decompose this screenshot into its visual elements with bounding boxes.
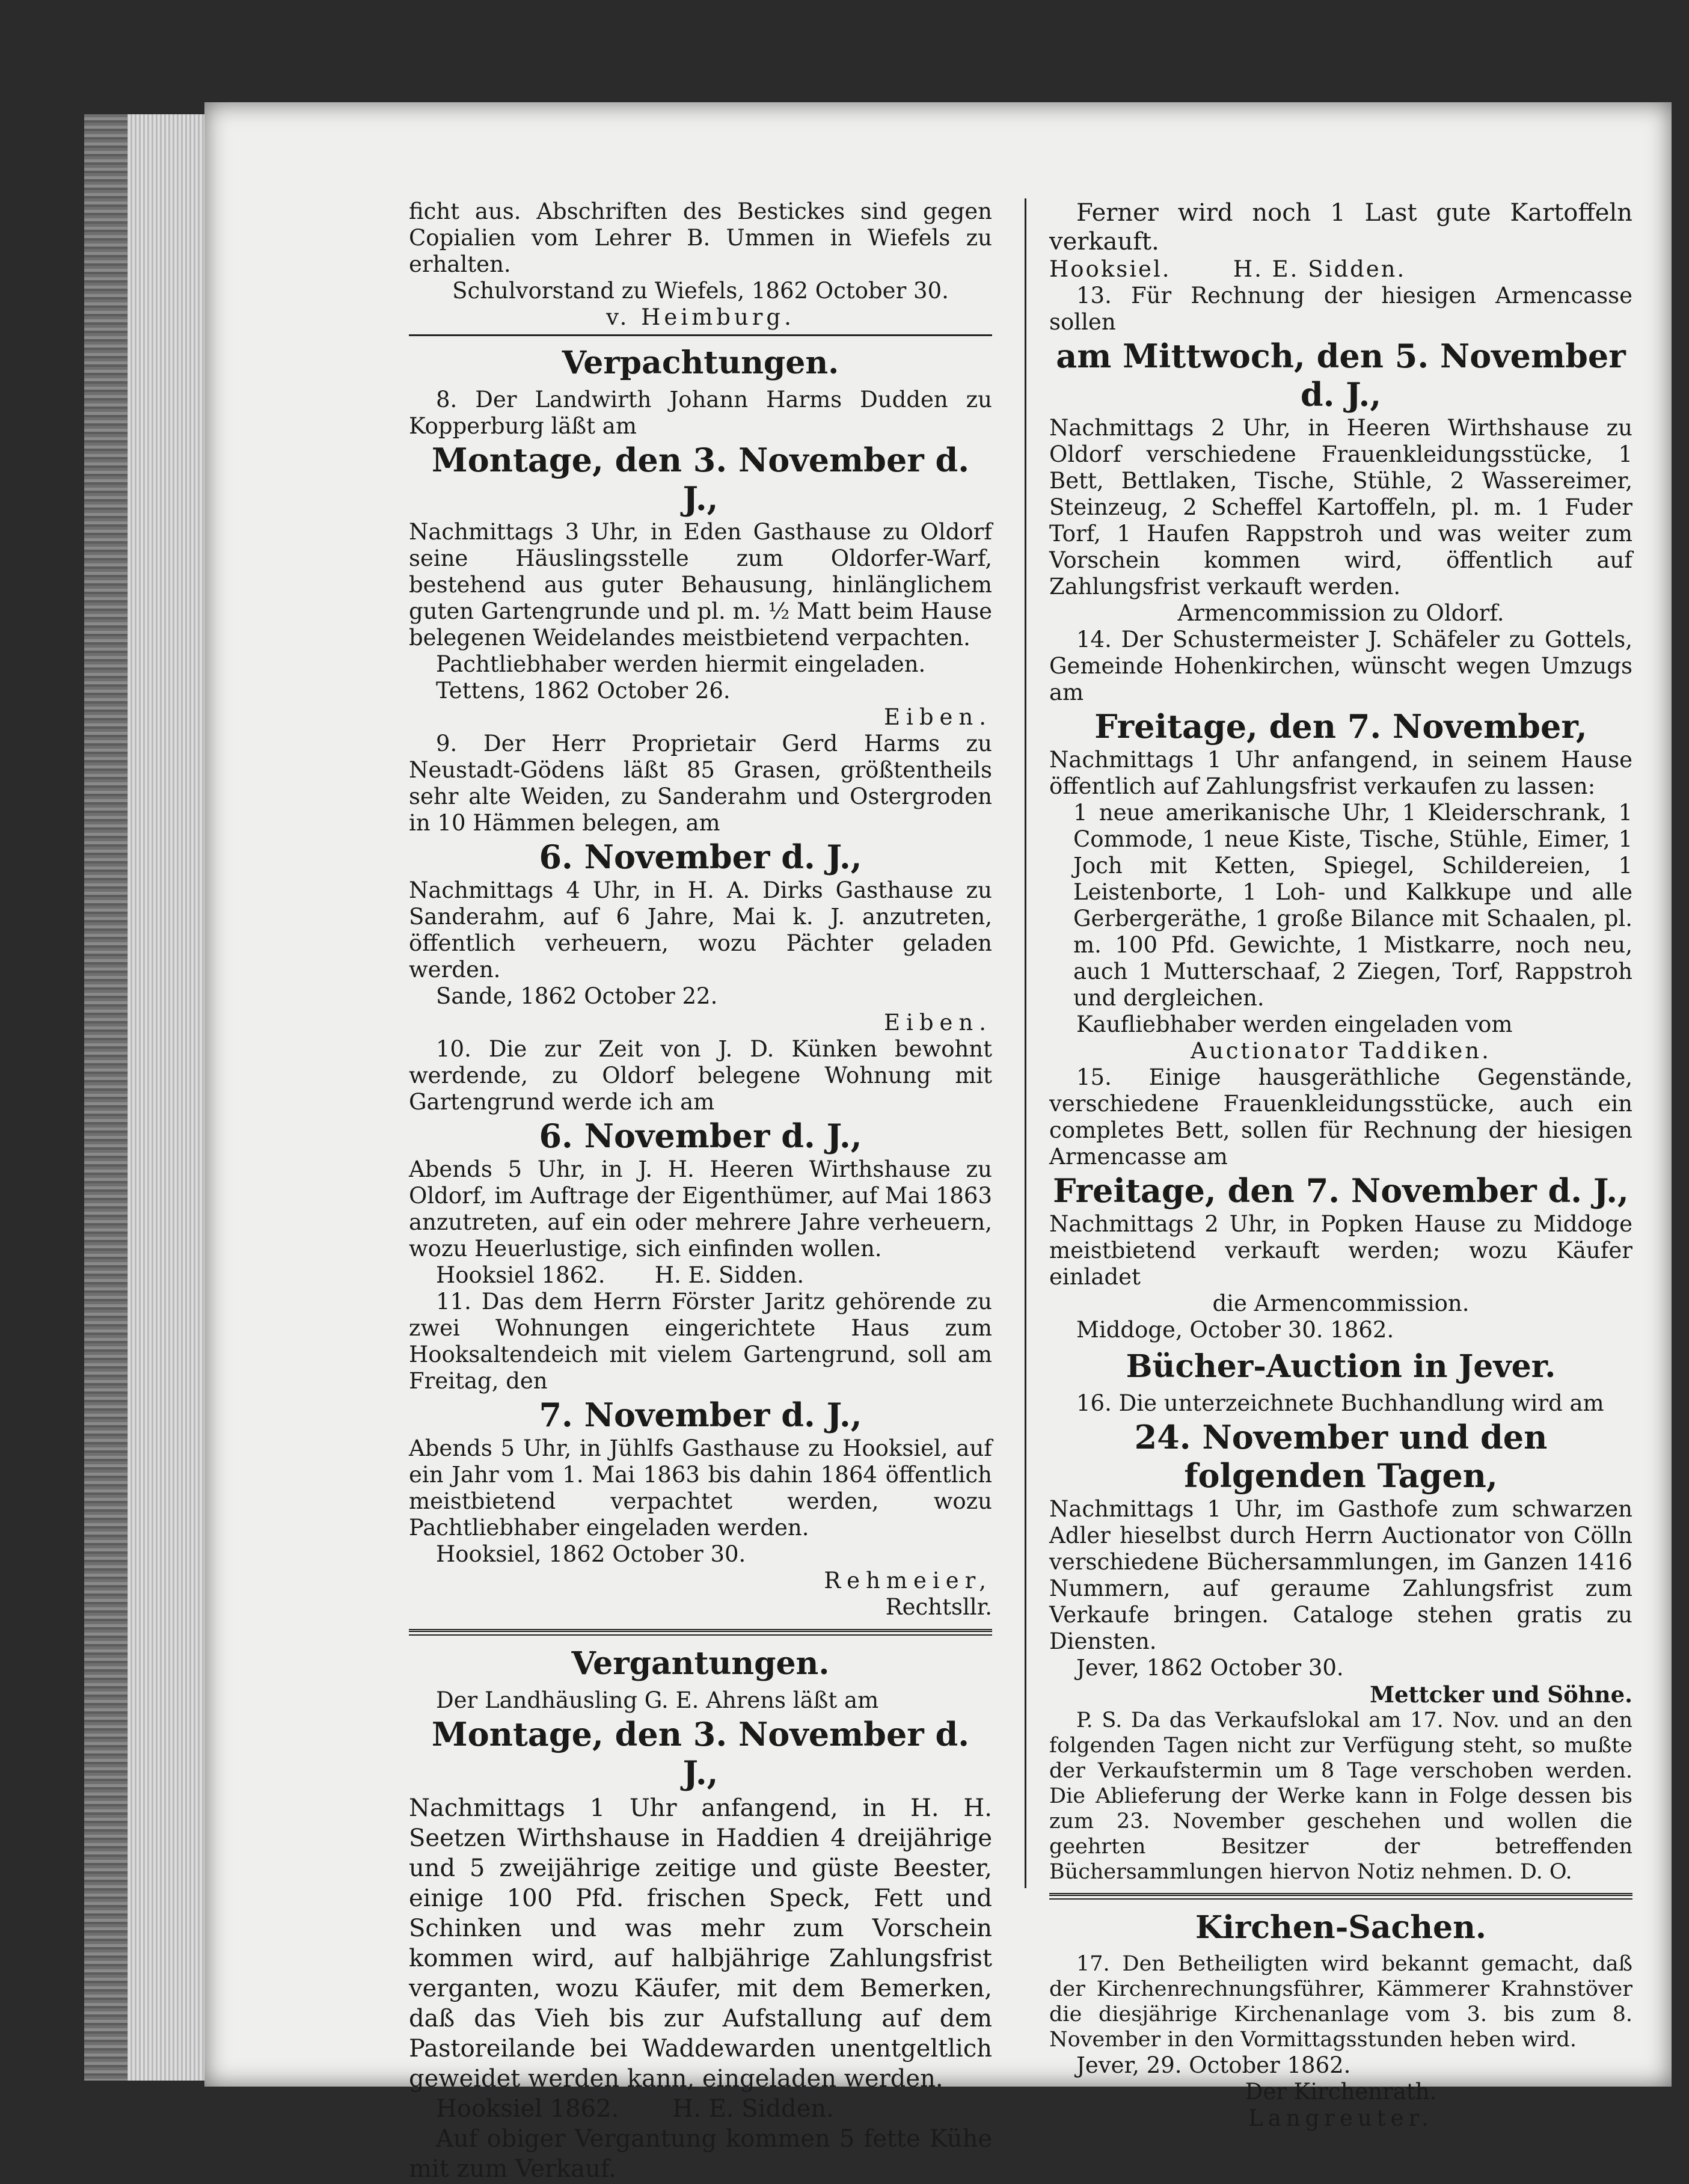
notice-15-text: 15. Einige hausgeräthliche Gegenstände, verschiedene Frauenkleidungsstücke, auch ein completes Bett, sollen für Rechnung der hiesigen Armencasse am [1049, 1064, 1632, 1170]
notice-9-place: Sande, 1862 October 22. [436, 983, 718, 1009]
divider-double-rule [1049, 1893, 1632, 1900]
notice-11-date: 7. November d. J., [539, 1396, 862, 1434]
notice-10-body: Abends 5 Uhr, in J. H. Heeren Wirthshause zu Oldorf, im Auftrage der Eigenthümer, auf Mai 1863 anzutreten, auf ein oder mehrere Jahre verheuern, wozu Heuerlustige, sich einfinden wollen. [409, 1156, 992, 1262]
section-heading-buecher-auction: Bücher-Auction in Jever. [1126, 1348, 1556, 1385]
notice-11-text: 11. Das dem Herrn Förster Jaritz gehörende zu zwei Wohnungen eingerichtete Haus zum Hooksaltendeich mit vielem Gartengrund, soll am Freitag, den [409, 1289, 992, 1394]
notice-10-text: 10. Die zur Zeit von J. D. Künken bewohnt werdende, zu Oldorf belegene Wohnung mit Gartengrund werde ich am [409, 1036, 992, 1115]
vergantung-text: Der Landhäusling G. E. Ahrens läßt am [436, 1687, 879, 1713]
notice-16-signature: Mettcker und Söhne. [1370, 1681, 1632, 1708]
notice-8-signature: Eiben. [883, 704, 992, 730]
notice-17-council: Der Kirchenrath. [1245, 2079, 1437, 2105]
left-column [409, 198, 992, 2184]
column-divider [1025, 198, 1026, 1888]
section-heading-vergantungen: Vergantungen. [571, 1645, 830, 1682]
notice-14-items: 1 neue amerikanische Uhr, 1 Kleiderschrank, 1 Commode, 1 neue Kiste, Tische, Stühle, Eimer, 1 Joch mit Ketten, Spiegel, Schildereien, 1 Leistenborte, 1 Loh- und Kalkkupe und alle Gerbergeräthe, 1 große Bilance mit Schaalen, pl. m. 100 Pfd. Gewichte, 1 Mistkarre, noch neu, auch 1 Mutterschaaf, 2 Ziegen, Torf, Rappstroh und dergleichen. [1073, 800, 1632, 1011]
notice-17-place: Jever, 29. October 1862. [1076, 2052, 1351, 2078]
notice-10-date: 6. November d. J., [539, 1117, 862, 1155]
notice-9-date: 6. November d. J., [539, 838, 862, 876]
notice-8-place: Tettens, 1862 October 26. [436, 678, 731, 704]
notice-14-text: 14. Der Schustermeister J. Schäfeler zu Gottels, Gemeinde Hohenkirchen, wünscht wegen Umzugs am [1049, 627, 1632, 705]
intro-text: ficht aus. Abschriften des Bestickes sind gegen Copialien vom Lehrer B. Ummen in Wiefels zu erhalten. [409, 198, 992, 277]
notice-16-text: 16. Die unterzeichnete Buchhandlung wird am [1076, 1390, 1604, 1416]
notice-16-place: Jever, 1862 October 30. [1076, 1655, 1344, 1681]
notice-9-body: Nachmittags 4 Uhr, in H. A. Dirks Gasthause zu Sanderahm, auf 6 Jahre, Mai k. J. anzutreten, öffentlich verheuern, wozu Pächter geladen werden. [409, 877, 992, 983]
notice-15-signature: die Armencommission. [1212, 1290, 1470, 1316]
notice-12-signature: Hooksiel. H. E. Sidden. [1049, 256, 1406, 282]
notice-15-place: Middoge, October 30. 1862. [1076, 1317, 1394, 1343]
notice-15-date: Freitage, den 7. November d. J., [1053, 1171, 1629, 1210]
vergantung-note: Auf obiger Vergantung kommen 5 fette Kühe mit zum Verkauf. [409, 2125, 992, 2183]
notice-16-postscript: P. S. Da das Verkaufslokal am 17. Nov. und an den folgenden Tagen nicht zur Verfügung steht, so mußte der Verkaufstermin um 8 Tage verschoben werden. Die Ablieferung der Werke kann in Folge dessen bis zum 23. November geschehen und wollen die geehrten Besitzer der betreffenden Büchersammlungen hiervon Notiz nehmen. D. O. [1049, 1708, 1632, 1884]
notice-14-invite: Kaufliebhaber werden eingeladen vom [1076, 1011, 1513, 1037]
divider-rule [409, 334, 992, 336]
notice-11-title: Rechtsllr. [885, 1594, 992, 1620]
notice-8-date: Montage, den 3. November d. J., [431, 441, 970, 518]
notice-15-body: Nachmittags 2 Uhr, in Popken Hause zu Middoge meistbietend verkauft werden; wozu Käufer einladet [1049, 1211, 1632, 1290]
book-spine-cover [84, 114, 127, 2081]
notice-17-text: 17. Den Betheiligten wird bekannt gemacht, daß der Kirchenrechnungsführer, Kämmerer Krahnstöver die diesjährige Kirchenanlage vom 3. bis zum 8. November in den Vormittagsstunden heben wird. [1049, 1952, 1632, 2052]
notice-14-date: Freitage, den 7. November, [1094, 707, 1587, 746]
intro-signature: v. Heimburg. [606, 304, 795, 330]
section-heading-verpachtungen: Verpachtungen. [562, 345, 839, 381]
intro-place-date: Schulvorstand zu Wiefels, 1862 October 30. [452, 278, 949, 304]
notice-17-signature: Langreuter. [1248, 2105, 1433, 2131]
divider-double-rule [409, 1629, 992, 1636]
notice-8-invite: Pachtliebhaber werden hiermit eingeladen. [436, 651, 926, 677]
notice-8-text: 8. Der Landwirth Johann Harms Dudden zu Kopperburg läßt am [409, 387, 992, 439]
vergantung-date: Montage, den 3. November d. J., [431, 1715, 970, 1792]
notice-11-body: Abends 5 Uhr, in Jühlfs Gasthause zu Hooksiel, auf ein Jahr vom 1. Mai 1863 bis dahin 1864 öffentlich meistbietend verpachtet werden, wozu Pachtliebhaber eingeladen werden. [409, 1435, 992, 1541]
notice-9-text: 9. Der Herr Proprietair Gerd Harms zu Neustadt-Gödens läßt 85 Grasen, größtentheils sehr alte Weiden, zu Sanderahm und Ostergroden in 10 Hämmen belegen, am [409, 731, 992, 836]
section-heading-kirchen-sachen: Kirchen-Sachen. [1195, 1909, 1486, 1946]
notice-13-date: am Mittwoch, den 5. November d. J., [1056, 337, 1626, 414]
vergantung-body: Nachmittags 1 Uhr anfangend, in H. H. Seetzen Wirthshause in Haddien 4 dreijährige und 5 zweijährige zeitige und güste Beester, einige 100 Pfd. frischen Speck, Fett und Schinken und was mehr zum Vorschein kommen wird, auf halbjährige Zahlungsfrist verganten, wozu Käufer, mit dem Bemerken, daß das Vieh bis zur Aufstallung auf dem Pastoreilande bei Waddewarden unentgeltlich geweidet werden kann, eingeladen werden. [409, 1794, 992, 2093]
notice-14-body: Nachmittags 1 Uhr anfangend, in seinem Hause öffentlich auf Zahlungsfrist verkaufen zu lassen: [1049, 747, 1632, 799]
notice-14-signature: Auctionator Taddiken. [1191, 1038, 1491, 1064]
notice-13-signature: Armencommission zu Oldorf. [1177, 600, 1504, 626]
notice-8-body: Nachmittags 3 Uhr, in Eden Gasthause zu Oldorf seine Häuslingsstelle zum Oldorfer-Warf, bestehend aus guter Behausung, hinlänglichem guten Gartengrunde und pl. m. ½ Matt beim Hause belegenen Weidelandes meistbietend verpachten. [409, 519, 992, 651]
notice-10-signature: Hooksiel 1862. H. E. Sidden. [436, 1262, 805, 1288]
notice-16-date: 24. November und den folgenden Tagen, [1134, 1418, 1548, 1495]
notice-11-place: Hooksiel, 1862 October 30. [436, 1541, 746, 1567]
notice-11-signature: Rehmeier, [824, 1568, 992, 1594]
notice-9-signature: Eiben. [883, 1010, 992, 1035]
vergantung-signature: Hooksiel 1862. H. E. Sidden. [436, 2095, 834, 2123]
notice-13-body: Nachmittags 2 Uhr, in Heeren Wirthshause zu Oldorf verschiedene Frauenkleidungsstücke, 1 Bett, Bettlaken, Tische, Stühle, 2 Wassereimer, Steinzeug, 2 Scheffel Kartoffeln, pl. m. 1 Fuder Torf, 1 Haufen Rappstroh und was weiter zum Vorschein kommen wird, öffentlich auf Zahlungsfrist verkauft werden. [1049, 415, 1632, 600]
right-column [1049, 198, 1632, 2132]
notice-13-text: 13. Für Rechnung der hiesigen Armencasse sollen [1049, 283, 1632, 335]
notice-12-text: Ferner wird noch 1 Last gute Kartoffeln verkauft. [1049, 199, 1632, 256]
notice-16-body: Nachmittags 1 Uhr, im Gasthofe zum schwarzen Adler hieselbst durch Herrn Auctionator von Cölln verschiedene Büchersammlungen, im Ganzen 1416 Nummern, auf geraume Zahlungsfrist zum Verkaufe bringen. Cataloge stehen gratis zu Diensten. [1049, 1496, 1632, 1654]
